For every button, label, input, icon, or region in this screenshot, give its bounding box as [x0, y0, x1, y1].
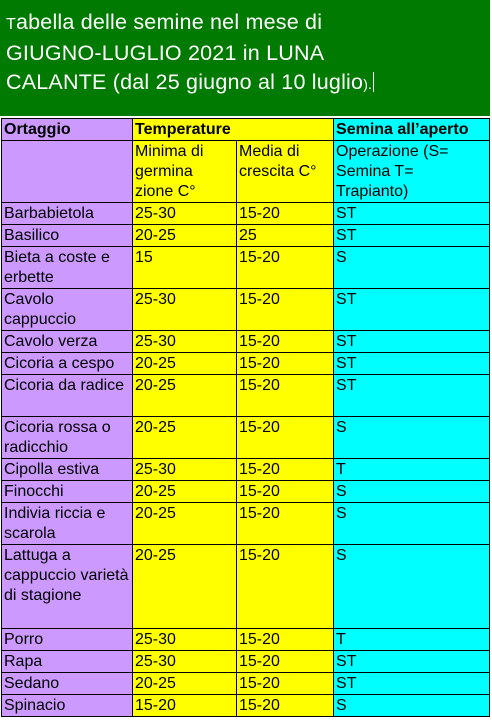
title-tail: ). [363, 76, 373, 92]
header-vegetable: Ortaggio [2, 119, 133, 141]
min-germination-temp-cell: 25-30 [133, 203, 237, 225]
min-germination-temp-cell: 20-25 [133, 225, 237, 247]
vegetable-name-cell: Cicoria rossa o radicchio [2, 417, 133, 459]
table-subheader-row [2, 141, 490, 203]
title-line-2: GIUGNO-LUGLIO 2021 in LUNA [6, 41, 325, 65]
min-germination-temp-cell: 15 [133, 247, 237, 289]
avg-growth-temp-cell: 15-20 [237, 331, 334, 353]
vegetable-name-cell: Basilico [2, 225, 133, 247]
table-row [2, 289, 490, 331]
header-outdoor-sowing: Semina all’aperto [334, 119, 490, 141]
avg-growth-temp-cell: 15-20 [237, 481, 334, 503]
min-germination-temp-cell: 20-25 [133, 503, 237, 545]
title-line-1: abella delle semine nel mese di [15, 10, 323, 34]
vegetable-name-cell: Finocchi [2, 481, 133, 503]
subheader-empty [2, 141, 133, 203]
avg-growth-temp-cell: 15-20 [237, 673, 334, 695]
operation-cell: ST [334, 203, 490, 225]
table-row [2, 503, 490, 545]
min-germination-temp-cell: 20-25 [133, 417, 237, 459]
min-germination-temp-cell: 20-25 [133, 375, 237, 417]
title-initial: T [6, 16, 16, 33]
min-germination-temp-cell: 25-30 [133, 289, 237, 331]
table-row [2, 481, 490, 503]
vegetable-name-cell: Sedano [2, 673, 133, 695]
vegetable-name-cell: Cicoria a cespo [2, 353, 133, 375]
avg-growth-temp-cell: 15-20 [237, 695, 334, 717]
avg-growth-temp-cell: 15-20 [237, 375, 334, 417]
vegetable-name-cell: Spinacio [2, 695, 133, 717]
operation-cell: ST [334, 289, 490, 331]
avg-growth-temp-cell: 25 [237, 225, 334, 247]
vegetable-name-cell: Indivia riccia e scarola [2, 503, 133, 545]
vegetable-name-cell: Barbabietola [2, 203, 133, 225]
avg-growth-temp-cell: 15-20 [237, 459, 334, 481]
min-germination-temp-cell: 20-25 [133, 545, 237, 629]
table-row [2, 651, 490, 673]
operation-cell: S [334, 247, 490, 289]
operation-cell: S [334, 695, 490, 717]
vegetable-name-cell: Cipolla estiva [2, 459, 133, 481]
vegetable-name-cell: Rapa [2, 651, 133, 673]
operation-cell: ST [334, 651, 490, 673]
table-row [2, 459, 490, 481]
vegetable-name-cell: Bieta a coste e erbette [2, 247, 133, 289]
table-row [2, 225, 490, 247]
header-temperature: Temperature [133, 119, 334, 141]
table-row [2, 331, 490, 353]
min-germination-temp-cell: 20-25 [133, 353, 237, 375]
avg-growth-temp-cell: 15-20 [237, 289, 334, 331]
operation-cell: T [334, 459, 490, 481]
subheader-avg-temp: Media di crescita C° [237, 141, 334, 203]
operation-cell: T [334, 629, 490, 651]
operation-cell: ST [334, 225, 490, 247]
operation-cell: ST [334, 375, 490, 417]
min-germination-temp-cell: 25-30 [133, 459, 237, 481]
min-germination-temp-cell: 15-20 [133, 695, 237, 717]
operation-cell: S [334, 481, 490, 503]
vegetable-name-cell: Porro [2, 629, 133, 651]
min-germination-temp-cell: 20-25 [133, 481, 237, 503]
avg-growth-temp-cell: 15-20 [237, 651, 334, 673]
avg-growth-temp-cell: 15-20 [237, 353, 334, 375]
vegetable-name-cell: Cavolo verza [2, 331, 133, 353]
min-germination-temp-cell: 25-30 [133, 629, 237, 651]
avg-growth-temp-cell: 15-20 [237, 503, 334, 545]
table-row [2, 629, 490, 651]
min-germination-temp-cell: 20-25 [133, 673, 237, 695]
sowing-table [1, 118, 490, 717]
avg-growth-temp-cell: 15-20 [237, 545, 334, 629]
operation-cell: S [334, 417, 490, 459]
operation-cell: S [334, 503, 490, 545]
table-row [2, 375, 490, 417]
table-header-row [2, 119, 490, 141]
table-row [2, 695, 490, 717]
vegetable-name-cell: Cicoria da radice [2, 375, 133, 417]
avg-growth-temp-cell: 15-20 [237, 247, 334, 289]
subheader-min-temp: Minima di germina zione C° [133, 141, 237, 203]
document-title [0, 0, 490, 116]
avg-growth-temp-cell: 15-20 [237, 629, 334, 651]
table-row [2, 417, 490, 459]
text-cursor [373, 72, 374, 92]
table-row [2, 353, 490, 375]
table-row [2, 203, 490, 225]
operation-cell: ST [334, 331, 490, 353]
operation-cell: ST [334, 353, 490, 375]
table-row [2, 545, 490, 629]
vegetable-name-cell: Lattuga a cappuccio varietà di stagione [2, 545, 133, 629]
table-row [2, 247, 490, 289]
operation-cell: ST [334, 673, 490, 695]
table-row [2, 673, 490, 695]
operation-cell: S [334, 545, 490, 629]
avg-growth-temp-cell: 15-20 [237, 203, 334, 225]
subheader-operation: Operazione (S= Semina T= Trapianto) [334, 141, 490, 203]
min-germination-temp-cell: 25-30 [133, 331, 237, 353]
avg-growth-temp-cell: 15-20 [237, 417, 334, 459]
min-germination-temp-cell: 25-30 [133, 651, 237, 673]
title-line-3: CALANTE (dal 25 giugno al 10 luglio [6, 70, 364, 94]
vegetable-name-cell: Cavolo cappuccio [2, 289, 133, 331]
